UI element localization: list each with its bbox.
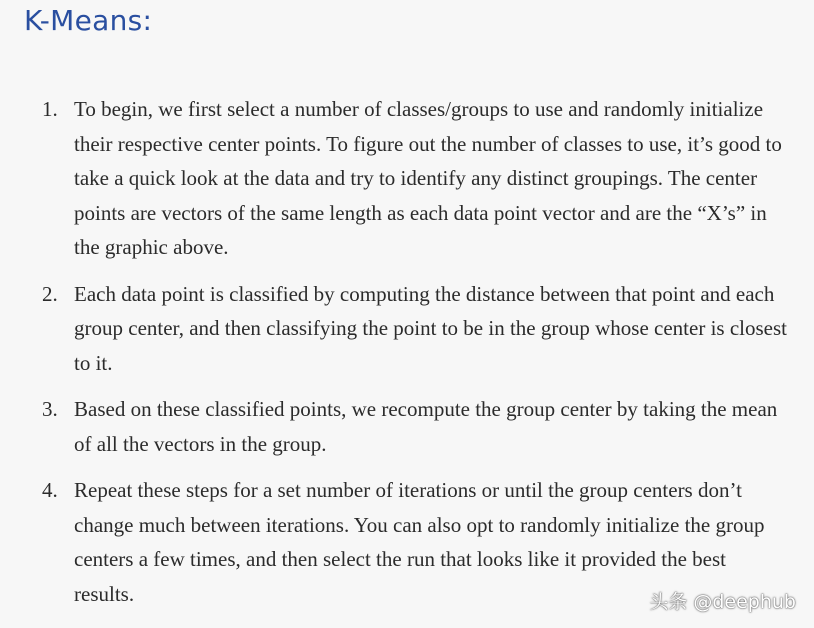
step-number: 1.	[42, 97, 58, 121]
step-number: 4.	[42, 478, 58, 502]
list-item	[42, 277, 787, 381]
step-text: To begin, we first select a number of classes/groups to use and randomly initialize their respective center points. To figure out the number of classes to use, it’s good to take a quick look at the data and try to identify any distinct groupings. The center points are vectors of the same length as each data point vector and are the “X’s” in the graphic above.	[74, 97, 782, 259]
steps-list	[42, 92, 787, 611]
list-item	[42, 392, 787, 461]
page-title: K-Means:	[24, 4, 153, 37]
list-item	[42, 92, 787, 265]
watermark: 头条 @deephub	[649, 591, 796, 613]
step-number: 3.	[42, 397, 58, 421]
step-text: Based on these classified points, we recompute the group center by taking the mean of all the vectors in the group.	[74, 397, 778, 456]
step-text: Each data point is classified by computing the distance between that point and each group center, and then classifying the point to be in the group whose center is closest to it.	[74, 281, 787, 375]
step-number: 2.	[42, 281, 58, 306]
step-text: Repeat these steps for a set number of iterations or until the group centers don’t change much between iterations. You can also opt to randomly initialize the group centers a few times, and then select the run that looks like it provided the best results.	[74, 478, 765, 606]
